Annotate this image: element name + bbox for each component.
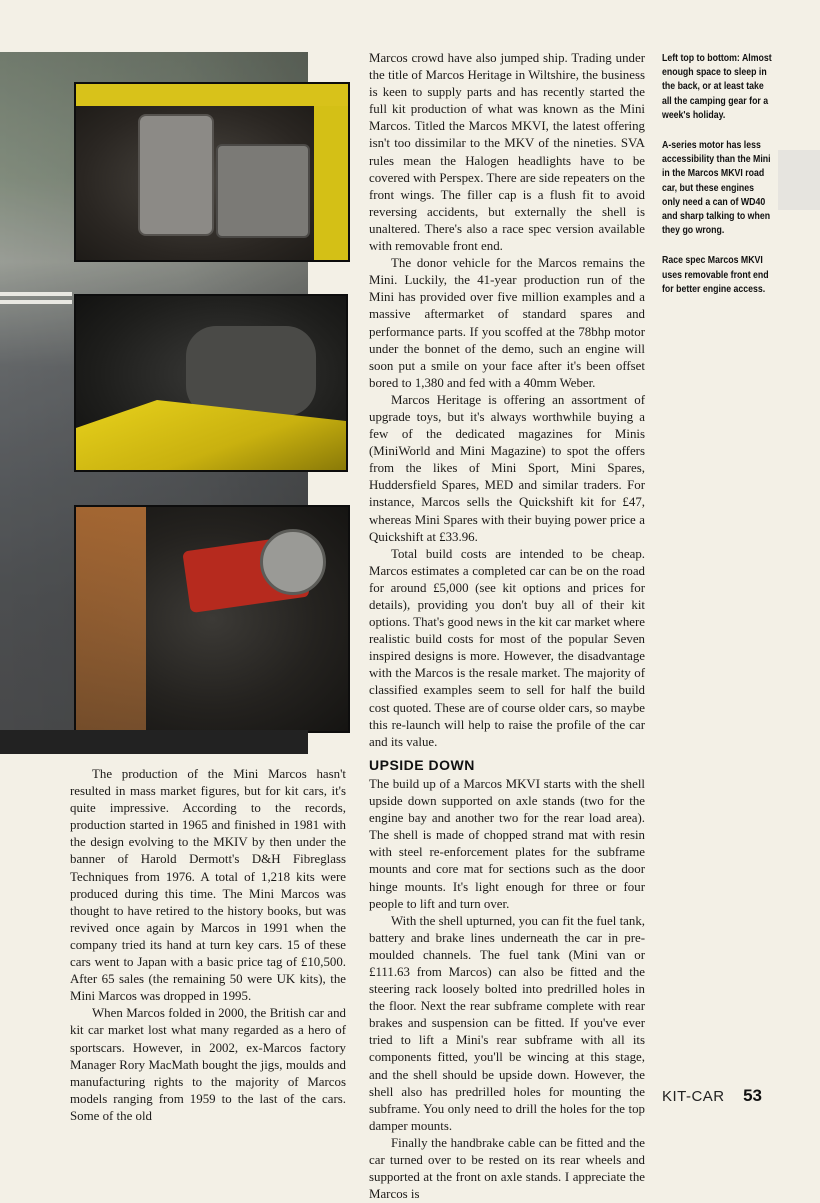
photo-boot-interior bbox=[74, 82, 350, 262]
paragraph: Marcos Heritage is offering an assortment of upgrade toys, but it's always worthwhile buying a few of the dedicated magazines for Minis (MiniWorld and Mini Magazine) to spot the offers from the likes of Mini Sport, Mini Spares, Huddersfield Spares, MED and similar traders. For instance, Marcos sells the Quickshift kit for £47, whereas Mini Spares with their buying power price a Quickshift at £33.96. bbox=[369, 392, 645, 544]
photo-race-engine bbox=[74, 505, 350, 733]
paragraph: With the shell upturned, you can fit the fuel tank, battery and brake lines underneath the car in pre-moulded channels. The fuel tank (Mini van or £111.63 from Marcos) can also be fitted and the steering rack loosely bolted into predrilled holes in the floor. Next the rear subframe complete with rear brakes and suspension can be fitted. If you've ever tried to lift a Mini's rear subframe with all its components fitted, you'll be wincing at this stage, and the shell should be upside down. However, the shell also has predrilled holes for mounting the subframe. You only need to drill the holes for the top damper mounts. bbox=[369, 913, 645, 1133]
caption: A-series motor has less accessibility than the Mini in the Marcos MKVI road car, but these engines only need a can of WD40 and sharp talking to when they go wrong. bbox=[662, 140, 771, 237]
paragraph: The build up of a Marcos MKVI starts with the shell upside down supported on axle stands (two for the engine bay and another two for the rear load area). The shell is made of chopped strand mat with resin with steel re-enforcement plates for the subframe mounts and core mat for sections such as the door hinge mounts. It's light enough for three or four people to lift and turn over. bbox=[369, 776, 645, 911]
caption: Race spec Marcos MKVI uses removable front end for better engine access. bbox=[662, 255, 769, 295]
photo-band-footer bbox=[0, 730, 308, 754]
road-marking bbox=[0, 292, 72, 296]
paragraph: Finally the handbrake cable can be fitted and the car turned over to be rested on its rear wheels and supported at the front on axle stands. I appreciate the Marcos is bbox=[369, 1135, 645, 1202]
paragraph: Total build costs are intended to be cheap. Marcos estimates a completed car can be on the road for around £5,000 (see kit options and prices for details), providing you don't buy all of their kit options. That's good news in the kit car market where realistic build costs for most of the popular Seven inspired designs is more. However, the disadvantage with the Marcos is the resale market. The majority of classified examples seem to sell for half the build cost quoted. These are of course older cars, so maybe this re-launch will help to raise the profile of the car and its value. bbox=[369, 546, 645, 749]
paragraph: The production of the Mini Marcos hasn't resulted in mass market figures, but for kit cars, it's quite impressive. According to the records, production started in 1965 and finished in 1981 with the design evolving to the MKIV by then under the banner of Harold Dermott's D&H Fibreglass Techniques from 1976. A total of 1,218 kits were produced during this time. The Mini Marcos was thought to have retired to the history books, but was revived once again by Marcos in 1991 when the company tried its hand at turn key cars. 15 of these cars went to Japan with a basic price tag of £10,500. After 65 sales (the remaining 50 were UK kits), the Mini Marcos was dropped in 1995. bbox=[70, 767, 346, 1004]
section-subheading: UPSIDE DOWN bbox=[369, 756, 475, 773]
magazine-name: KIT-CAR bbox=[661, 1088, 725, 1105]
road-marking bbox=[0, 300, 72, 304]
body-column-middle bbox=[369, 50, 645, 1203]
show-through-box bbox=[778, 150, 820, 210]
photo-captions bbox=[662, 52, 772, 313]
photo-engine-bay bbox=[74, 294, 348, 472]
paragraph: Marcos crowd have also jumped ship. Trading under the title of Marcos Heritage in Wiltshire, the business is keen to supply parts and has recently started the full kit production of what was known as the Mini Marcos. Titled the Marcos MKVI, the latest offering isn't too dissimilar to the MKV of the nineties. SVA rules mean the Halogen headlights have to be covered with Perspex. There are side repeaters on the front wings. The filler cap is a flush fit to avoid reversing accidents, but externally the shell is unaltered. There's also a race spec version available with removable front end. bbox=[369, 51, 645, 254]
page-number: 53 bbox=[743, 1086, 762, 1105]
paragraph: The donor vehicle for the Marcos remains the Mini. Luckily, the 41-year production run of the Mini has provided over five million examples and a massive aftermarket of standard spares and performance parts. If you scoffed at the 78bhp motor under the bonnet of the demo, such an engine will soon put a smile on your face after it's been offset bored to 1,380 and fed with a 40mm Weber. bbox=[369, 256, 645, 390]
page-footer bbox=[662, 1086, 762, 1106]
body-column-left bbox=[70, 766, 346, 1125]
caption: Left top to bottom: Almost enough space to sleep in the back, or at least take all the camping gear for a week's holiday. bbox=[662, 53, 772, 121]
paragraph: When Marcos folded in 2000, the British car and kit car market lost what many regarded as a hero of sportscars. However, in 2002, ex-Marcos factory Manager Rory MacMath bought the jigs, moulds and manufacturing rights to the majority of Marcos models ranging from 1959 to the last of the cars. Some of the old bbox=[70, 1006, 346, 1123]
